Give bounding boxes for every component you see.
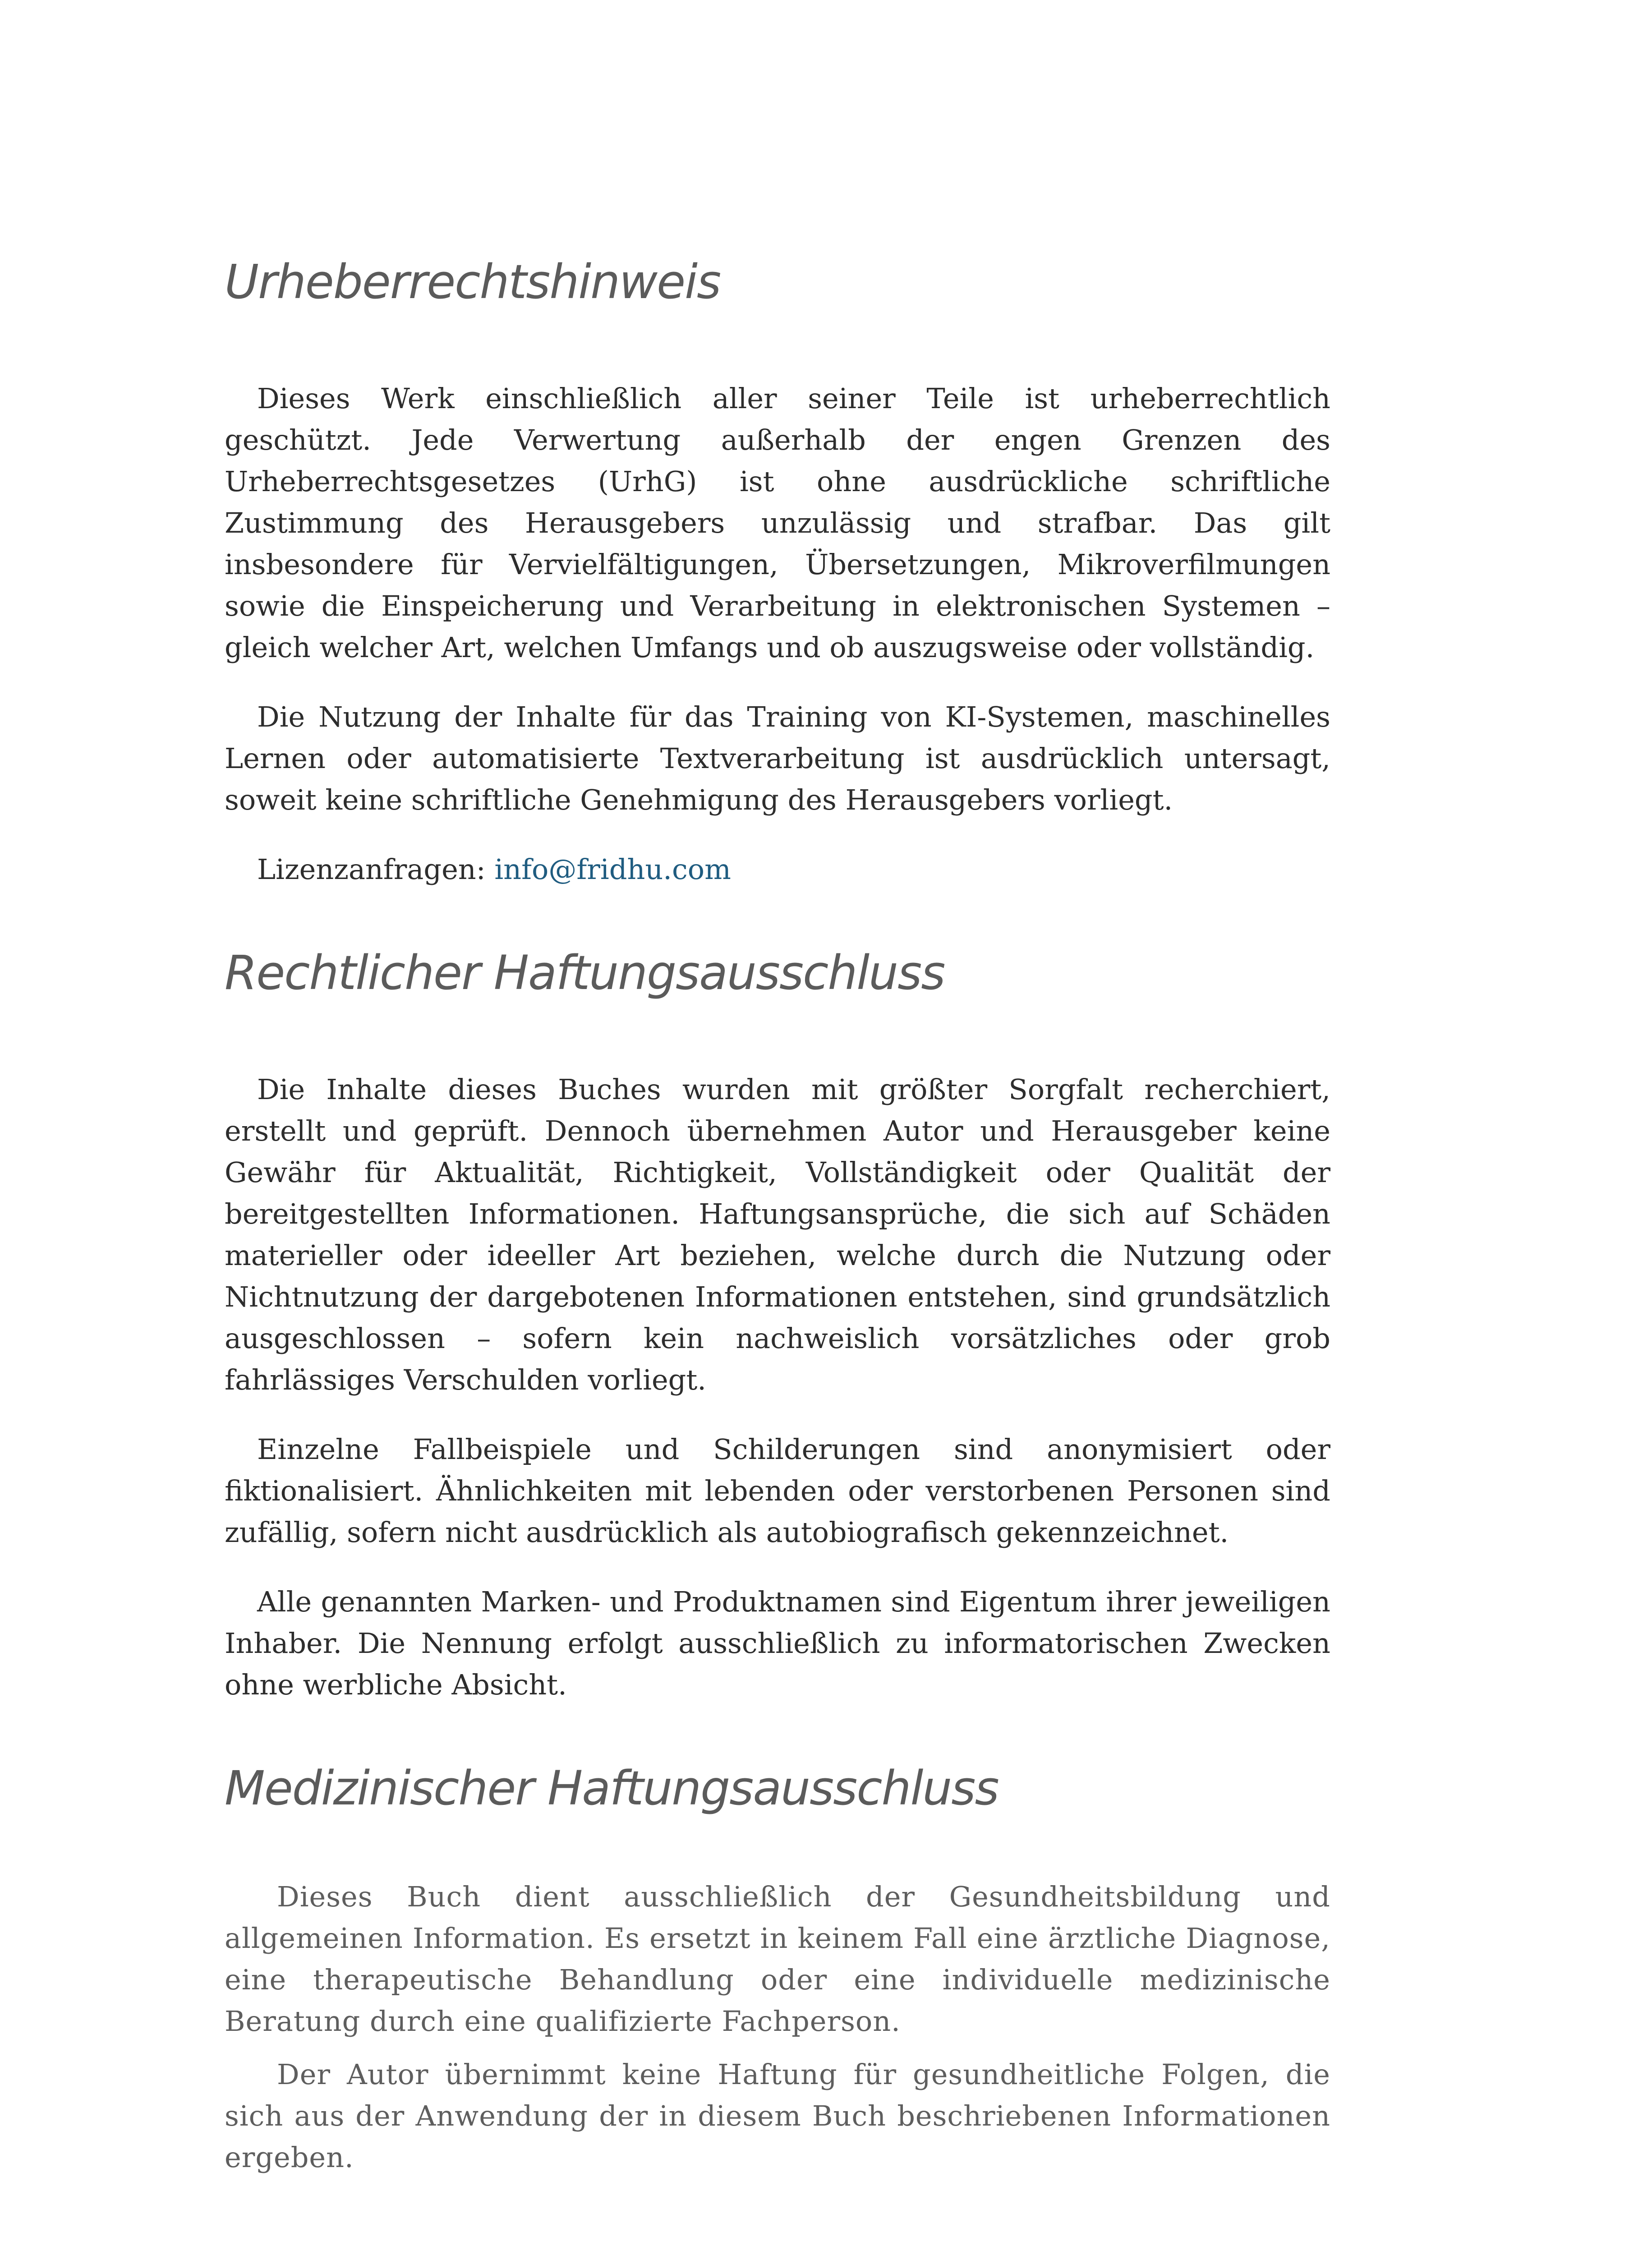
medical-paragraph-1: Dieses Buch dient ausschließlich der Gesundheitsbildung und allgemeinen Information. Es ersetzt in keinem Fall eine ärztliche Diagnose, eine therapeutische Behandlung oder eine individuelle medizinische Beratung durch eine qualifizierte Fachperson. xyxy=(225,1880,1330,2038)
copyright-section xyxy=(225,253,1330,890)
license-label: Lizenzanfragen: xyxy=(257,853,495,886)
legal-disclaimer-heading: Rechtlicher Haftungsausschluss xyxy=(225,945,945,1000)
medical-paragraph-2: Der Autor übernimmt keine Haftung für gesundheitliche Folgen, die sich aus der Anwendung der in diesem Buch beschriebenen Informationen ergeben. xyxy=(225,2058,1330,2174)
medical-disclaimer-section xyxy=(225,1759,1330,2178)
legal-paragraph-3: Alle genannten Marken- und Produktnamen sind Eigentum ihrer jeweiligen Inhaber. Die Nennung erfolgt ausschließlich zu informatorischen Zwecken ohne werbliche Absicht. xyxy=(225,1585,1330,1701)
license-inquiry-line xyxy=(225,849,1330,890)
page-content xyxy=(225,253,1330,2178)
copyright-paragraph-1: Dieses Werk einschließlich aller seiner Teile ist urheberrechtlich geschützt. Jede Verwertung außerhalb der engen Grenzen des Urheberrechtsgesetzes (UrhG) ist ohne ausdrückliche schriftliche Zustimmung des Herausgebers unzulässig und strafbar. Das gilt insbesondere für Vervielfältigungen, Übersetzungen, Mikroverfilmungen sowie die Einspeicherung und Verarbeitung in elektronischen Systemen – gleich welcher Art, welchen Umfangs und ob auszugsweise oder vollständig. xyxy=(225,382,1330,664)
legal-paragraph-2: Einzelne Fallbeispiele und Schilderungen sind anonymisiert oder fiktionalisiert. Ähnlichkeiten mit lebenden oder verstorbenen Personen sind zufällig, sofern nicht ausdrücklich als autobiografisch gekennzeichnet. xyxy=(225,1433,1330,1549)
legal-disclaimer-section xyxy=(225,943,1330,1706)
medical-disclaimer-heading: Medizinischer Haftungsausschluss xyxy=(225,1761,999,1816)
copyright-heading: Urheberrechtshinweis xyxy=(225,254,721,309)
license-email-link[interactable]: info@fridhu.com xyxy=(494,853,731,886)
legal-paragraph-1: Die Inhalte dieses Buches wurden mit größter Sorgfalt recherchiert, erstellt und geprüft. Dennoch übernehmen Autor und Herausgeber keine Gewähr für Aktualität, Richtigkeit, Vollständigkeit oder Qualität der bereitgestellten Informationen. Haftungsansprüche, die sich auf Schäden materieller oder ideeller Art beziehen, welche durch die Nutzung oder Nichtnutzung der dargebotenen Informationen entstehen, sind grundsätzlich ausgeschlossen – sofern kein nachweislich vorsätzliches oder grob fahrlässiges Verschulden vorliegt. xyxy=(225,1073,1330,1396)
copyright-paragraph-2: Die Nutzung der Inhalte für das Training von KI-Systemen, maschinelles Lernen oder automatisierte Textverarbeitung ist ausdrücklich untersagt, soweit keine schriftliche Genehmigung des Herausgebers vorliegt. xyxy=(225,700,1330,816)
